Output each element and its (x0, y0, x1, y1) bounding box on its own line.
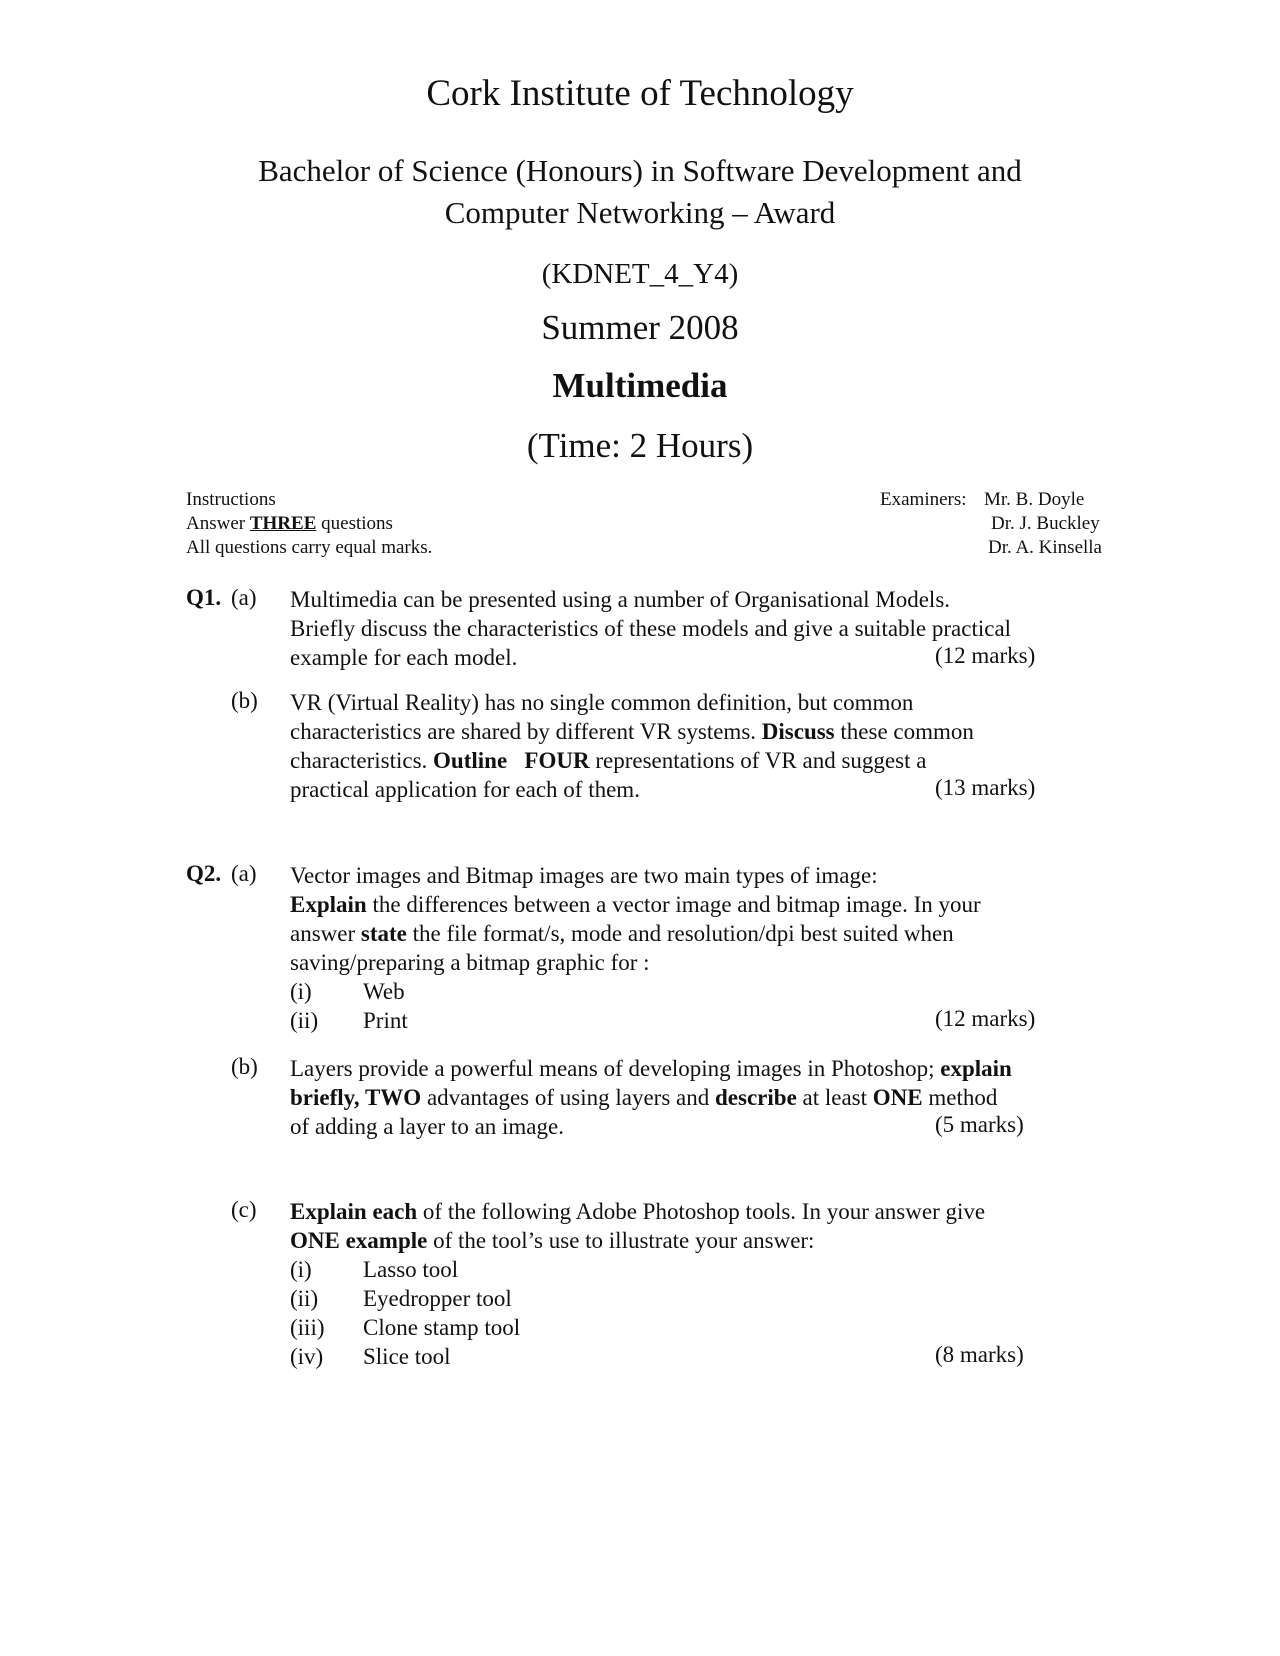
programme-title (0, 150, 1280, 234)
examiner-name-3: Dr. A. Kinsella (988, 537, 1102, 558)
q1b-line-2: characteristics are shared by different VR systems. Discuss these common (290, 719, 974, 744)
q2c-item-ii: (ii) Eyedropper tool (290, 1286, 512, 1311)
programme-code: (KDNET_4_Y4) (541, 258, 739, 290)
q2-part-b-label: (b) (231, 1054, 258, 1079)
q2a-line-1: Vector images and Bitmap images are two main types of image: (290, 863, 878, 888)
q1b-line-4: practical application for each of them. (290, 777, 640, 802)
q2b-line-2: briefly, TWO advantages of using layers and describe at least ONE method (290, 1085, 998, 1110)
q2c-item-iv: (iv) Slice tool (290, 1344, 451, 1369)
q2-part-a-label: (a) (231, 861, 257, 886)
q1-part-b-marks: (13 marks) (935, 775, 1036, 800)
examiner-name-2: Dr. J. Buckley (991, 513, 1100, 534)
q1b-line-3: characteristics. Outline FOUR representations of VR and suggest a (290, 748, 927, 773)
exam-duration: (Time: 2 Hours) (526, 426, 754, 465)
exam-term: Summer 2008 (541, 308, 739, 347)
q1a-line-3: example for each model. (290, 645, 518, 670)
instructions-block (186, 488, 432, 560)
marks-note: All questions carry equal marks. (186, 537, 433, 558)
examiners-label: Examiners: (880, 489, 967, 510)
q2b-line-1: Layers provide a powerful means of developing images in Photoshop; explain (290, 1056, 1012, 1081)
q2-part-a-marks: (12 marks) (935, 1006, 1036, 1031)
programme-line-1: Bachelor of Science (Honours) in Software Development and (258, 153, 1022, 188)
subject-title: Multimedia (552, 366, 728, 405)
q2c-item-iii: (iii) Clone stamp tool (290, 1315, 521, 1340)
answer-count: THREE (249, 513, 317, 534)
q1-part-a-marks: (12 marks) (935, 643, 1036, 668)
instructions-title: Instructions (186, 489, 276, 510)
q2-part-c-label: (c) (231, 1197, 257, 1222)
q2b-line-3: of adding a layer to an image. (290, 1114, 564, 1139)
q2a-item-i: (i) Web (290, 979, 405, 1004)
q2c-line-2: ONE example of the tool’s use to illustrate your answer: (290, 1228, 815, 1253)
q2-part-c-marks: (8 marks) (935, 1342, 1024, 1367)
q2a-line-2: Explain the differences between a vector image and bitmap image. In your (290, 892, 981, 917)
q1-part-b-label: (b) (231, 688, 258, 713)
programme-line-2: Computer Networking – Award (444, 195, 836, 230)
q1a-line-2: Briefly discuss the characteristics of these models and give a suitable practical (290, 616, 1012, 641)
examiners-block (880, 488, 1102, 560)
answer-instruction (186, 512, 432, 536)
answer-suffix: questions (321, 513, 393, 534)
question-2-label: Q2. (186, 861, 222, 886)
q1b-line-1: VR (Virtual Reality) has no single common definition, but common (290, 690, 914, 715)
q2c-item-i: (i) Lasso tool (290, 1257, 459, 1282)
question-1-label: Q1. (186, 585, 222, 610)
q1-part-a-label: (a) (231, 585, 257, 610)
q2a-item-ii: (ii) Print (290, 1008, 408, 1033)
examiner-name-1: Mr. B. Doyle (984, 489, 1085, 510)
q2a-line-4: saving/preparing a bitmap graphic for : (290, 950, 650, 975)
institution-title: Cork Institute of Technology (426, 73, 854, 114)
q2-part-b-marks: (5 marks) (935, 1112, 1024, 1137)
answer-prefix: Answer (186, 513, 246, 534)
q1a-line-1: Multimedia can be presented using a number of Organisational Models. (290, 587, 951, 612)
q2c-line-1: Explain each of the following Adobe Photoshop tools. In your answer give (290, 1199, 986, 1224)
q2a-line-3: answer state the file format/s, mode and resolution/dpi best suited when (290, 921, 954, 946)
